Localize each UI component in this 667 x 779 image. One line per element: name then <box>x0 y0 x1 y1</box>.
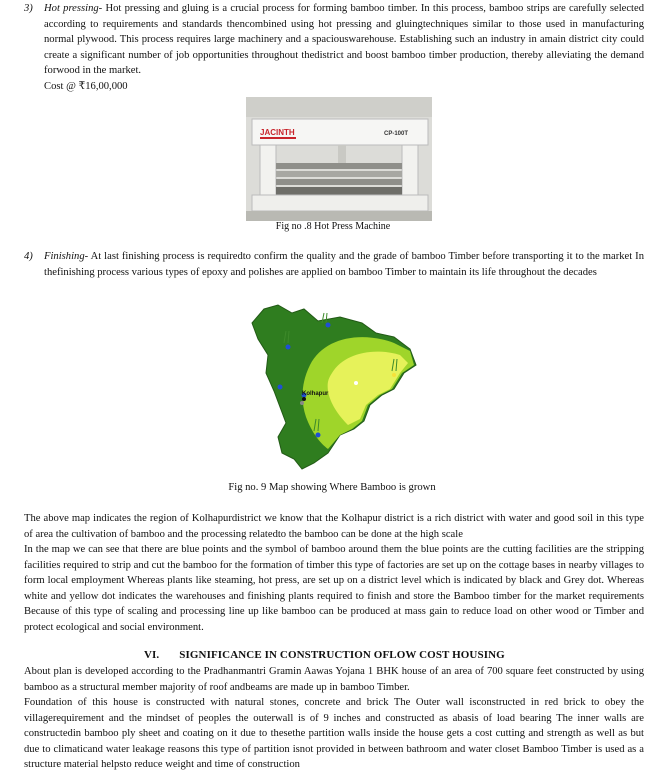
section-heading <box>144 649 544 661</box>
kolhapur-district-map <box>244 303 422 475</box>
hot-press-machine-illustration <box>246 97 432 221</box>
finishing-paragraph <box>44 249 644 280</box>
figure-9-caption: Fig no. 9 Map showing Where Bamboo is grown <box>228 482 436 493</box>
finishing-lead-in: Finishing- <box>44 251 89 262</box>
hot-pressing-cost: Cost @ ₹16,00,000 <box>44 81 128 92</box>
map-paragraph-2: In the map we can see that there are blue points and the symbol of bamboo around them the blue points are the cutting facilities are the stripping facilities required to strip and cut the bamboo for the formation of timber this type of factories are set up on the cottage bases in nearby villages to form local employment Whereas plants like steaming, hot press, are set up on a district level which is indicated by black and Grey dot. Whereas white and yellow dot indicates the warehouses and finishing plants required to finish and store the Bamboo timber for the market requirements Because of this type of scaling and processing line up like bamboo can be produced at mass gain to reduce load on other wood or Timber and protect ecological and social environment. <box>24 544 644 633</box>
section-heading-title: SIGNIFICANCE IN CONSTRUCTION OFLOW COST HOUSING <box>179 649 505 661</box>
hot-pressing-paragraph <box>44 1 644 79</box>
housing-paragraph-2: Foundation of this house is constructed with natural stones, concrete and brick The Outer wall isconstructed in red brick to obey the villagerequirement and the mindset of peoples the outerwall is of 9 inches and constructed as abasis of load bearing The inner walls are constructedin bamboo ply sheet and coating on it due to thesethe partition walls inside the house gets a cost cutting and strength as well as but due to climaticand water leakage reasons this type of partition isnot provided in between bathroom and water closet Bamboo Timber is used as a structure material helpsto reduce weight and time of construction <box>24 697 644 771</box>
hot-press-machine-photo <box>246 97 432 221</box>
housing-paragraph-1: About plan is developed according to the Pradhanmantri Gramin Aawas Yojana 1 BHK house of an area of 700 square feet constructed by using bamboo as a structural member majority of roof andbeams are made up in bamboo Timber. <box>24 666 644 693</box>
machine-brand-label: JACINTH <box>260 128 295 137</box>
bamboo-region-map <box>244 303 422 475</box>
section-heading-number: VI. <box>144 649 160 661</box>
map-paragraph-1: The above map indicates the region of Kolhapurdistrict we know that the Kolhapur district is a rich district with water and good soil in this type of area the cultivation of bamboo and the processing relatedto the bamboo can be done at the high scale <box>24 513 644 540</box>
list-number: 3) <box>24 3 33 14</box>
list-number: 4) <box>24 251 33 262</box>
map-place-label: Kolhapur <box>302 391 329 397</box>
figure-8-caption: Fig no .8 Hot Press Machine <box>275 221 391 232</box>
hot-pressing-body: Hot pressing and gluing is a crucial process for forming bamboo timber. In this process, bamboo strips are carefully selected according to requirements and standards thencombined using hot pressing and gluingtechniques similar to those used in manufacturing normal plywood. This process requires large machinery and a spaciouswarehouse. Establishing such an industry in amain district city could create a significant number of job opportunities throughout thedistrict and boost bamboo timber production, thereby alleviating the demand forwood in the market. <box>44 3 644 77</box>
hot-pressing-lead-in: Hot pressing- <box>44 3 103 14</box>
machine-model-label: CP-100T <box>384 131 409 137</box>
finishing-body: At last finishing process is requiredto confirm the quality and the grade of bamboo Timber before transporting it to the market In thefinishing process various types of epoxy and polishes are applied on bamboo Timber to maintain its life throughout the decades <box>44 251 644 278</box>
